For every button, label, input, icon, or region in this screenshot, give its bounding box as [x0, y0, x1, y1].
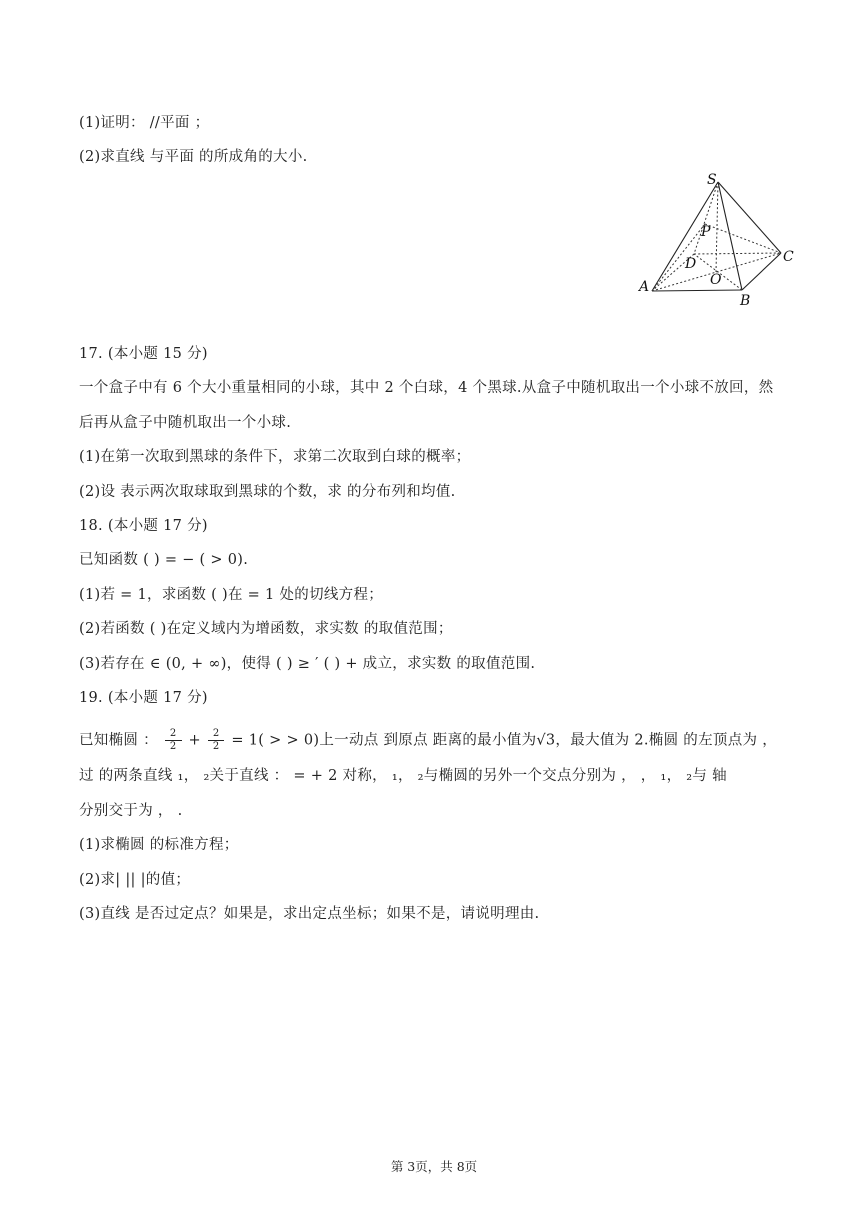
- q17-heading: 17. (本小题 15 分): [79, 346, 208, 362]
- page-footer: 第 3页，共 8页: [390, 1159, 478, 1174]
- q17-part2-text: (2)设 表示两次取球取到黑球的个数，求 的分布列和均值.: [79, 484, 456, 500]
- q19-part1-text: (1)求椭圆 的标准方程；: [79, 837, 239, 853]
- ellipse-fraction-2: [208, 728, 225, 753]
- label-A: A: [639, 279, 650, 295]
- q18-part1-text: (1)若 = 1，求函数 ( )在 = 1 处的切线方程；: [79, 587, 384, 603]
- q16-part1-text: (1)证明： //平面 ；: [79, 115, 210, 131]
- edge-AB: [652, 290, 742, 291]
- q19-stem-line1-tail: = 1( > > 0)上一动点 到原点 距离的最小值为√3，最大值为 2.椭圆 的左顶点为 ，: [231, 732, 777, 749]
- fraction-1-denominator: 2: [169, 741, 177, 752]
- q19-stem-line1-lead: 已知椭圆 ：: [79, 732, 158, 749]
- fraction-plus-sign: +: [188, 732, 201, 749]
- line-PA: [652, 224, 705, 291]
- fraction-2-denominator: 2: [212, 741, 220, 752]
- edge-SC: [718, 182, 781, 253]
- height-SO: [716, 182, 718, 272]
- label-S: S: [707, 172, 717, 188]
- q19-stem-line3: 分别交于为 ， .: [79, 803, 183, 819]
- label-D: D: [685, 256, 697, 272]
- label-O: O: [710, 272, 722, 288]
- q19-heading: 19. (本小题 17 分): [79, 690, 208, 706]
- label-B: B: [740, 293, 751, 309]
- label-P: P: [701, 224, 711, 240]
- ellipse-fraction-1: [165, 728, 182, 753]
- label-C: C: [783, 249, 794, 265]
- q18-part3-text: (3)若存在 ∈ (0, + ∞)，使得 ( ) ≥ ′ ( ) + 成立，求实数 的取值范围.: [79, 656, 536, 672]
- q18-stem: 已知函数 ( ) = − ( > 0).: [79, 552, 249, 568]
- q17-part1-text: (1)在第一次取到黑球的条件下，求第二次取到白球的概率；: [79, 449, 471, 465]
- pyramid-figure: [636, 168, 806, 310]
- fraction-2-numerator: 2: [208, 728, 225, 741]
- q19-stem-line2: 过 的两条直线 ₁， ₂关于直线 ： = + 2 对称， ₁， ₂与椭圆的另外一个交点分别为 ， ， ₁， ₂与 轴: [79, 768, 727, 784]
- q18-part2-text: (2)若函数 ( )在定义域内为增函数，求实数 的取值范围；: [79, 621, 453, 637]
- q19-stem-line1: [79, 728, 777, 753]
- q17-stem-line1: 一个盒子中有 6 个大小重量相同的小球，其中 2 个白球，4 个黑球.从盒子中随机取出一个小球不放回，然: [79, 380, 774, 396]
- edge-SB: [718, 182, 742, 290]
- q18-heading: 18. (本小题 17 分): [79, 518, 208, 534]
- fraction-1-numerator: 2: [165, 728, 182, 741]
- edge-DC: [694, 253, 781, 254]
- q19-part3-text: (3)直线 是否过定点？如果是，求出定点坐标；如果不是，请说明理由.: [79, 906, 540, 922]
- edge-SD: [694, 182, 718, 254]
- q19-part2-text: (2)求| || |的值；: [79, 872, 191, 888]
- q16-part2-text: (2)求直线 与平面 的所成角的大小.: [79, 149, 308, 165]
- q17-stem-line2: 后再从盒子中随机取出一个小球.: [79, 415, 292, 431]
